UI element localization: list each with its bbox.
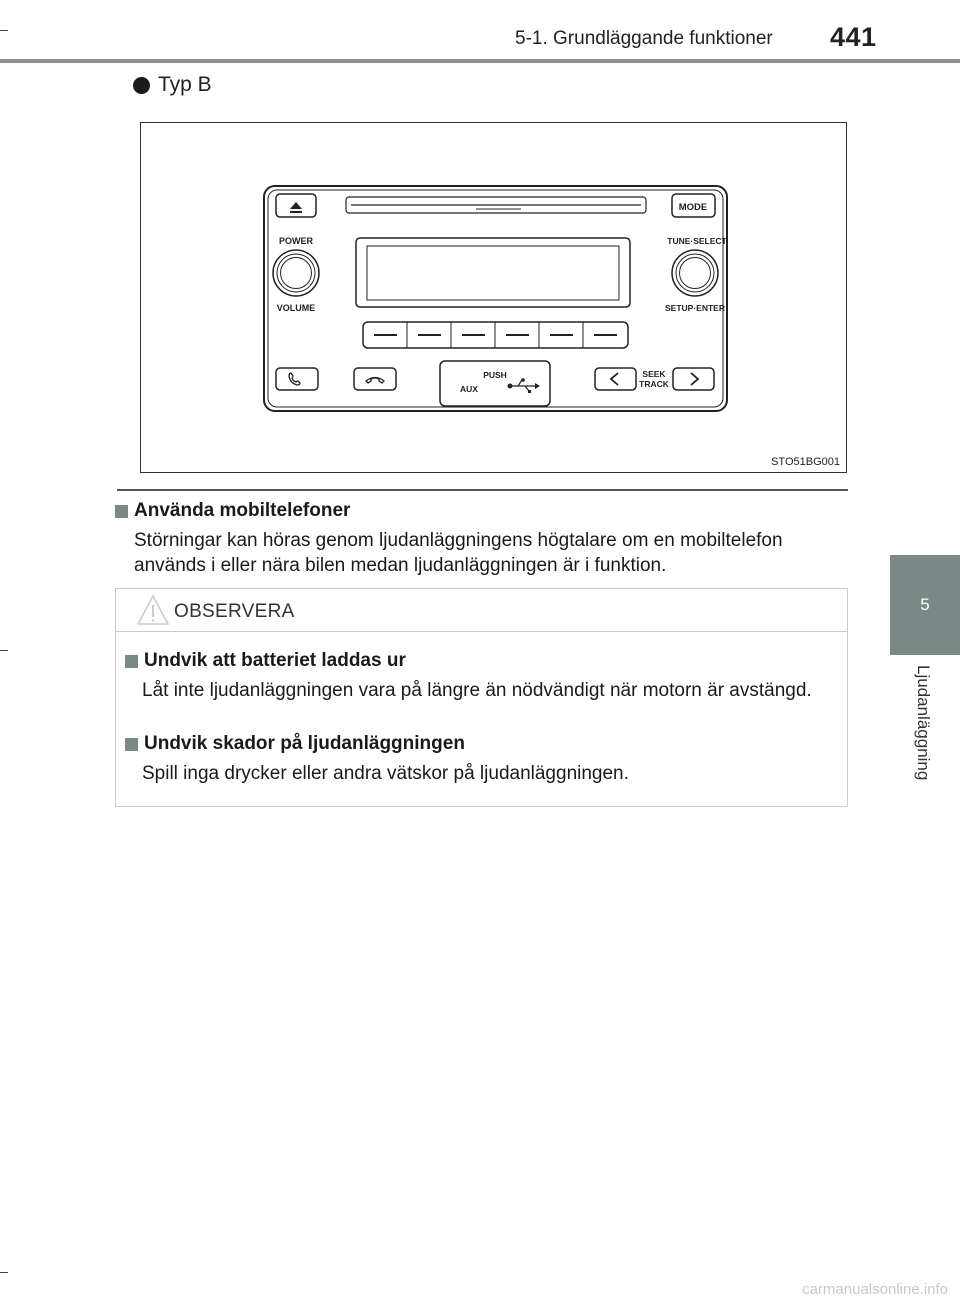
running-header-title: 5-1. Grundläggande funktioner bbox=[515, 28, 773, 49]
notice-item-heading bbox=[125, 733, 465, 755]
chapter-label-wrap bbox=[908, 665, 938, 815]
section-rule bbox=[117, 489, 848, 491]
power-volume-knob bbox=[273, 250, 319, 296]
chapter-tab bbox=[890, 555, 960, 655]
aux-usb-cover bbox=[440, 361, 550, 406]
notice-box bbox=[115, 588, 848, 807]
crop-mark bbox=[0, 1272, 8, 1273]
chapter-number: 5 bbox=[920, 595, 930, 614]
page-number: 441 bbox=[830, 22, 877, 52]
square-bullet-icon bbox=[125, 738, 138, 751]
crop-mark bbox=[0, 30, 8, 31]
notice-item-heading bbox=[125, 650, 406, 672]
audio-unit-drawing bbox=[141, 123, 845, 471]
setup-enter-label: SETUP·ENTER bbox=[665, 303, 725, 313]
track-label: TRACK bbox=[639, 379, 669, 389]
notice-title: OBSERVERA bbox=[174, 601, 295, 622]
mode-label: MODE bbox=[678, 202, 708, 213]
bullet-dot-icon bbox=[133, 77, 150, 94]
aux-label: AUX bbox=[460, 384, 478, 394]
tune-select-knob bbox=[672, 250, 718, 296]
square-bullet-icon bbox=[125, 655, 138, 668]
display-screen bbox=[367, 246, 619, 300]
square-bullet-icon bbox=[115, 505, 128, 518]
type-heading-text: Typ B bbox=[158, 73, 212, 96]
crop-mark bbox=[0, 650, 8, 651]
section-heading bbox=[115, 500, 350, 522]
notice-item-body: Låt inte ljudanläggningen vara på längre än nödvändigt när motorn är avstängd. bbox=[142, 680, 812, 701]
phone-button bbox=[276, 368, 318, 390]
seek-back-button bbox=[595, 368, 636, 390]
notice-item-heading-text: Undvik skador på ljudanläggningen bbox=[144, 733, 465, 754]
volume-label: VOLUME bbox=[276, 303, 316, 313]
header-rule bbox=[0, 59, 960, 63]
warning-triangle-icon bbox=[136, 593, 170, 627]
preset-buttons bbox=[363, 322, 628, 348]
footer-watermark: carmanualsonline.info bbox=[802, 1281, 948, 1298]
notice-item-heading-text: Undvik att batteriet laddas ur bbox=[144, 650, 406, 671]
figure-code: STO51BG001 bbox=[771, 456, 840, 468]
section-heading-text: Använda mobiltelefoner bbox=[134, 500, 351, 521]
type-heading bbox=[133, 73, 212, 97]
seek-forward-button bbox=[673, 368, 714, 390]
power-label: POWER bbox=[278, 236, 314, 246]
push-label: PUSH bbox=[483, 370, 507, 380]
seek-label: SEEK bbox=[642, 369, 666, 379]
hangup-button bbox=[354, 368, 396, 390]
tune-select-label: TUNE·SELECT bbox=[667, 236, 727, 246]
audio-unit-figure bbox=[140, 122, 847, 473]
section-body: Störningar kan höras genom ljudanläggningens högtalare om en mobiltelefon används i eller nära bilen medan ljudanläggningen är i funktion. bbox=[134, 530, 783, 576]
notice-title-bar bbox=[116, 589, 847, 632]
chapter-label: Ljudanläggning bbox=[914, 665, 933, 781]
notice-item-body: Spill inga drycker eller andra vätskor på ljudanläggningen. bbox=[142, 763, 629, 784]
